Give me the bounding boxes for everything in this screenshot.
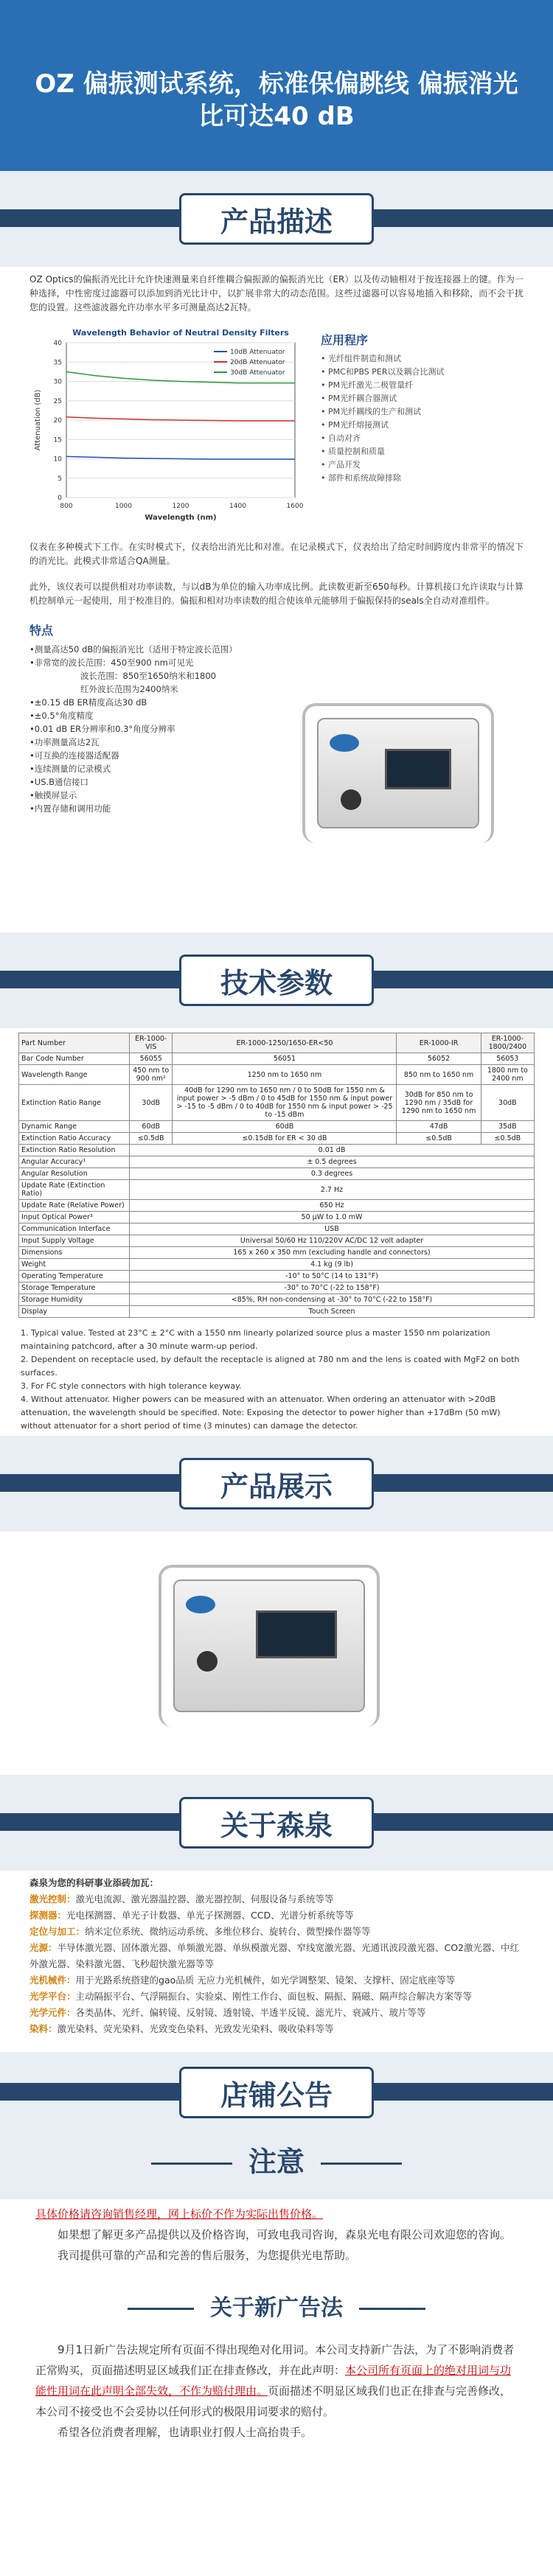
about-item-text: 纳米定位系统、微纳运动系统、多维位移台、旋转台、微型操作器等等 xyxy=(85,1926,371,1937)
about-item xyxy=(29,2021,524,2037)
about-intro: 森泉为您的科研事业添砖加瓦： xyxy=(29,1877,159,1888)
y-tick-label: 0 xyxy=(58,495,62,502)
y-tick-label: 5 xyxy=(58,475,62,483)
about-item-text: 激光染料、荧光染料、光致变色染料、光致发光染料、吸收染料等等 xyxy=(57,2023,334,2034)
y-tick-label: 10 xyxy=(53,455,62,464)
application-item: • PM光纤激光二极管量纤 xyxy=(321,379,524,392)
x-tick-label: 1200 xyxy=(172,503,189,510)
oz-logo xyxy=(330,734,359,752)
spec-cell: Storage Humidity xyxy=(19,1294,130,1306)
application-item: • 部件和系统故障排除 xyxy=(321,472,524,485)
about-item-text: 用于光路系统搭建的gao品质 无应力光机械件，如光学调整架、镜架、支撑杆、固定底座等等 xyxy=(75,1975,456,1986)
spec-row xyxy=(19,1294,535,1306)
section-header-about xyxy=(0,1775,553,1871)
section-header-desc xyxy=(0,171,553,267)
y-axis-label: Attenuation (dB) xyxy=(34,389,42,451)
spec-header-cell: ER-1000-VIS xyxy=(130,1033,173,1053)
spec-cell: 30dB xyxy=(130,1085,173,1121)
spec-row xyxy=(19,1271,535,1282)
spec-row xyxy=(19,1121,535,1133)
feature-item: •内置存储和调用功能 xyxy=(29,803,111,814)
spec-cell: Input Optical Power³ xyxy=(19,1212,130,1224)
spec-cell: 0.01 dB xyxy=(130,1145,535,1156)
about-item-text: 主动隔振平台、气浮隔振台、实验桌、刚性工作台、面包板、隔振、隔磁、隔声综合解决方案等等 xyxy=(75,1991,473,2002)
application-item: • 光纤组件制造和测试 xyxy=(321,352,524,366)
oz-logo xyxy=(186,1596,215,1613)
about-item xyxy=(29,1972,524,1989)
y-tick-label: 15 xyxy=(53,436,62,444)
spec-row xyxy=(19,1259,535,1271)
spec-cell: Storage Temperature xyxy=(19,1282,130,1294)
application-item: • PM光纤熔接测试 xyxy=(321,419,524,432)
spec-cell: ≤0.5dB xyxy=(130,1133,173,1145)
spec-row xyxy=(19,1145,535,1156)
spec-cell: 0.3 degrees xyxy=(130,1168,535,1180)
spec-row xyxy=(19,1235,535,1247)
spec-cell: ≤0.5dB xyxy=(481,1133,534,1145)
spec-cell: Extinction Ratio Resolution xyxy=(19,1145,130,1156)
section-header-notice xyxy=(0,2052,553,2199)
notice-paragraph-2: 我司提供可靠的产品和完善的售后服务，为您提供光电帮助。 xyxy=(58,2249,357,2262)
hero-banner xyxy=(0,0,553,171)
notice-content xyxy=(0,2199,553,2270)
spec-cell: Wavelength Range xyxy=(19,1065,130,1085)
about-item-text: 各类晶体、光纤、偏转镜、反射镜、透射镜、半透半反镜、滤光片、衰减片、玻片等等 xyxy=(75,2007,426,2018)
spec-cell: USB xyxy=(130,1224,535,1235)
about-item-tag: 染料： xyxy=(29,2023,58,2034)
legend-entry: 30dB Attenuator xyxy=(230,369,285,377)
device-port xyxy=(197,1651,218,1672)
legend-entry: 20dB Attenuator xyxy=(230,359,285,366)
x-tick-label: 800 xyxy=(60,503,73,510)
feature-item: •非常宽的波长范围：450至900 nm可见光 xyxy=(29,657,194,668)
spec-cell: 1250 nm to 1650 nm xyxy=(173,1065,397,1085)
spec-row xyxy=(19,1306,535,1318)
spec-cell: 56053 xyxy=(481,1053,534,1065)
hero-title: OZ 偏振测试系统，标准保偏跳线 偏振消光比可达40 dB xyxy=(35,69,518,131)
feature-item: 波长范围：850至1650纳米和1800 xyxy=(29,671,216,681)
spec-cell: -30° to 70°C (-22 to 158°F) xyxy=(130,1282,535,1294)
spec-table-body xyxy=(19,1053,535,1318)
spec-cell: 650 Hz xyxy=(130,1200,535,1212)
device-photo xyxy=(273,621,524,932)
feature-item: 红外波长范围为2400纳米 xyxy=(29,684,178,694)
about-item xyxy=(29,1989,524,2005)
notice-subtitle: 注意 xyxy=(0,2139,553,2179)
spec-row xyxy=(19,1212,535,1224)
spec-cell: -10° to 50°C (14 to 131°F) xyxy=(130,1271,535,1282)
chart-title: Wavelength Behavior of Neutral Density Filters xyxy=(72,328,289,338)
spec-cell: 850 nm to 1650 nm xyxy=(397,1065,481,1085)
about-item xyxy=(29,1940,524,1972)
spec-notes xyxy=(0,1324,553,1436)
spec-row xyxy=(19,1085,535,1121)
spec-cell: Operating Temperature xyxy=(19,1271,130,1282)
about-item-tag: 光机械件： xyxy=(29,1975,76,1986)
about-item-tag: 光源： xyxy=(29,1942,58,1953)
about-item-tag: 激光控制： xyxy=(29,1893,76,1905)
ad-law-title: 关于新广告法 xyxy=(0,2270,553,2335)
section-title-specs: 技术参数 xyxy=(179,954,374,1006)
spec-cell: 56051 xyxy=(173,1053,397,1065)
y-tick-label: 35 xyxy=(53,359,62,367)
spec-cell: Communication Interface xyxy=(19,1224,130,1235)
spec-cell: 1800 nm to 2400 nm xyxy=(481,1065,534,1085)
about-item xyxy=(29,1891,524,1907)
applications-list xyxy=(321,352,524,485)
ad-law-content xyxy=(0,2335,553,2447)
spec-cell: 35dB xyxy=(481,1121,534,1133)
spec-cell: ± 0.5 degrees xyxy=(130,1156,535,1168)
spec-cell: 47dB xyxy=(397,1121,481,1133)
spec-cell: 60dB xyxy=(173,1121,397,1133)
applications-title: 应用程序 xyxy=(321,333,369,347)
x-tick-label: 1400 xyxy=(229,503,246,510)
about-item-text: 激光电流源、激光器温控器、激光器控制、伺服设备与系统等等 xyxy=(75,1893,334,1905)
features-block xyxy=(0,614,553,932)
attenuation-chart xyxy=(29,324,306,531)
spec-cell: 2.7 Hz xyxy=(130,1180,535,1200)
desc-paragraph-3: 此外，该仪表可以提供相对功率读数，与以dB为单位的输入功率成比例。此读数更新至650每秒。计算机接口允许读取与计算机控制单元一起使用，用于校准目的。偏振和相对功率读数的组合使该单元能够用于偏振保持的seals全自动对准组件。 xyxy=(29,582,524,606)
spec-note: 4. Without attenuator. Higher powers can be measured with an attenuator. When ordering an attenuator with >20dB attenuation, the wavelength should be specified. Note: Exposing the detector to power higher than +17dBm (50 mW) without attenuator for a short period of time (3 minutes) can damage the detector. xyxy=(21,1395,501,1431)
applications xyxy=(321,324,524,531)
spec-cell: 450 nm to 900 nm² xyxy=(130,1065,173,1085)
spec-row xyxy=(19,1224,535,1235)
device-case xyxy=(173,1580,365,1712)
about-item-tag: 定位与加工： xyxy=(29,1926,86,1937)
spec-cell: 60dB xyxy=(130,1121,173,1133)
section-title-desc: 产品描述 xyxy=(179,193,374,245)
spec-cell: Extinction Ratio Range xyxy=(19,1085,130,1121)
spec-cell: Universal 50/60 Hz 110/220V AC/DC 12 volt adapter xyxy=(130,1235,535,1247)
about-item-text: 半导体激光器、固体激光器、单频激光器、单纵模激光器、窄线宽激光器、光通讯波段激光器、CO2激光器、中红外激光器、染料激光器、飞秒超快激光器等等 xyxy=(29,1942,520,1969)
feature-item: •触摸屏显示 xyxy=(29,790,77,800)
application-item: • 质量控制和质量 xyxy=(321,445,524,458)
spec-cell: Dimensions xyxy=(19,1247,130,1259)
spec-cell: Input Supply Voltage xyxy=(19,1235,130,1247)
spec-cell: 30dB xyxy=(481,1085,534,1121)
about-item-tag: 光学平台： xyxy=(29,1991,76,2002)
spec-cell: Update Rate (Relative Power) xyxy=(19,1200,130,1212)
spec-header-cell: ER-1000-1800/2400 xyxy=(481,1033,534,1053)
spec-row xyxy=(19,1053,535,1065)
device-screen xyxy=(256,1610,337,1658)
spec-cell: Touch Screen xyxy=(130,1306,535,1318)
spec-cell: 4.1 kg (9 lb) xyxy=(130,1259,535,1271)
spec-cell: 50 µW to 1.0 mW xyxy=(130,1212,535,1224)
spec-row xyxy=(19,1247,535,1259)
spec-cell: <85%, RH non-condensing at -30° to 70°C (-22 to 158°F) xyxy=(130,1294,535,1306)
spec-note: 3. For FC style connectors with high tolerance keyway. xyxy=(21,1381,242,1391)
spec-cell: 56052 xyxy=(397,1053,481,1065)
spec-cell: Bar Code Number xyxy=(19,1053,130,1065)
feature-item: •可互换的连接器适配器 xyxy=(29,750,119,761)
x-tick-label: 1600 xyxy=(286,503,304,510)
spec-cell: Angular Accuracy¹ xyxy=(19,1156,130,1168)
x-tick-label: 1000 xyxy=(115,503,132,510)
spec-row xyxy=(19,1133,535,1145)
product-image xyxy=(144,1557,409,1749)
spec-row xyxy=(19,1282,535,1294)
application-item: • PM光纤耦合器测试 xyxy=(321,392,524,405)
spec-cell: Weight xyxy=(19,1259,130,1271)
chart-svg xyxy=(29,324,306,531)
feature-item: •功率测量高达2瓦 xyxy=(29,737,100,747)
about-item-tag: 光学元件： xyxy=(29,2007,76,2018)
y-tick-label: 40 xyxy=(53,340,62,347)
spec-header-cell: ER-1000-1250/1650-ER<50 xyxy=(173,1033,397,1053)
device-screen xyxy=(385,749,451,789)
spec-header-cell: Part Number xyxy=(19,1033,130,1053)
spec-cell: ≤0.5dB xyxy=(397,1133,481,1145)
spec-row xyxy=(19,1168,535,1180)
y-tick-label: 20 xyxy=(53,417,62,425)
spec-cell: Extinction Ratio Accuracy xyxy=(19,1133,130,1145)
spec-row xyxy=(19,1065,535,1085)
spec-cell: Angular Resolution xyxy=(19,1168,130,1180)
section-title-show: 产品展示 xyxy=(179,1458,374,1509)
product-show-photo xyxy=(0,1532,553,1775)
spec-cell: Update Rate (Extinction Ratio) xyxy=(19,1180,130,1200)
spec-row xyxy=(19,1200,535,1212)
feature-item: •US.B通信接口 xyxy=(29,777,89,787)
about-item xyxy=(29,1907,524,1924)
about-content xyxy=(0,1871,553,2042)
spec-table-header xyxy=(19,1033,535,1053)
spec-cell: 56055 xyxy=(130,1053,173,1065)
x-axis-label: Wavelength (nm) xyxy=(145,514,217,522)
spec-cell: Dynamic Range xyxy=(19,1121,130,1133)
feature-item: •测量高达50 dB的偏振消光比（适用于特定波长范围） xyxy=(29,644,237,655)
spec-table xyxy=(18,1033,535,1318)
legend-entry: 10dB Attenuator xyxy=(230,349,285,356)
chart-row xyxy=(0,321,553,534)
application-item: • 自动对齐 xyxy=(321,432,524,445)
y-tick-label: 30 xyxy=(53,378,62,386)
spec-header-cell: ER-1000-IR xyxy=(397,1033,481,1053)
spec-cell: ≤0.15dB for ER < 30 dB xyxy=(173,1133,397,1145)
application-item: • 产品开发 xyxy=(321,458,524,472)
features-title: 特点 xyxy=(29,624,54,638)
spec-cell: 30dB for 850 nm to 1290 nm / 35dB for 1290 nm to 1650 nm xyxy=(397,1085,481,1121)
features-list xyxy=(29,643,273,815)
application-item: • PMC和PBS PER以及耦合比测试 xyxy=(321,366,524,379)
device-port xyxy=(341,789,361,810)
about-item xyxy=(29,1924,524,1940)
section-header-show xyxy=(0,1436,553,1532)
about-item xyxy=(29,2005,524,2021)
ad-law-paragraph-1: 9月1日新广告法规定所有页面不得出现绝对化用词。本公司支持新广告法，为了不影响消费者正常购买，页面描述明显区域我们正在排查修改，并在此声明：本公司所有页面上的绝对用词与功能性用词在此声明全部失效，不作为赔付理由。页面描述不明显区域我们也正在排查与完善修改，本公司不接受也不会妥协以任何形式的极限用词要求的赔付。 xyxy=(35,2343,515,2418)
device-case xyxy=(317,718,479,828)
section-title-notice: 店铺公告 xyxy=(179,2067,374,2118)
feature-item: •连续测量的记录模式 xyxy=(29,764,111,774)
spec-row xyxy=(19,1156,535,1168)
notice-price-warning: 具体价格请咨询销售经理，网上标价不作为实际出售价格。 xyxy=(35,2207,324,2221)
feature-item: •0.01 dB ER分辨率和0.3°角度分辨率 xyxy=(29,724,175,734)
features-list-wrap xyxy=(29,621,273,932)
section-header-specs xyxy=(0,932,553,1028)
spec-cell: 165 x 260 x 350 mm (excluding handle and connectors) xyxy=(130,1247,535,1259)
spec-note: 2. Dependent on receptacle used, by default the receptacle is aligned at 780 nm and the lens is coated with MgF2 on both surfaces. xyxy=(21,1355,520,1378)
spec-row xyxy=(19,1180,535,1200)
ad-law-paragraph-2: 希望各位消费者理解，也请职业打假人士高抬贵手。 xyxy=(58,2426,313,2439)
ad-law-disclaimer: 本公司所有页面上的绝对用词与功能性用词在此声明全部失效，不作为赔付理由。 xyxy=(35,2364,512,2398)
feature-item: •±0.5°角度精度 xyxy=(29,711,94,721)
section-title-about: 关于森泉 xyxy=(179,1797,374,1849)
notice-paragraph-1: 如果想了解更多产品提供以及价格咨询，可致电我司咨询，森泉光电有限公司欢迎您的咨询。 xyxy=(58,2228,512,2241)
about-item-text: 光电探测器、单光子计数器、单光子探测器、CCD、光谱分析系统等等 xyxy=(66,1910,354,1921)
about-item-tag: 探测器： xyxy=(29,1910,67,1921)
desc-paragraph-1: OZ Optics的偏振消光比计允许快速测量来自纤维耦合偏振源的偏振消光比（ER）以及传动轴相对于按连接器上的键。作为一种选择，中性密度过滤器可以添加到消光比计中，以扩展非常大的动态范围。这些过滤器可以容易地插入和移除，而不会干扰您的设置。这些滤波器允许功率水平多可测量高达2瓦特。 xyxy=(29,274,524,313)
spec-note: 1. Typical value. Tested at 23°C ± 2°C with a 1550 nm linearly polarized source plus a master 1550 nm polarization maintaining patchcord, after a 30 minute warm-up period. xyxy=(21,1328,490,1351)
feature-item: •±0.15 dB ER精度高达30 dB xyxy=(29,697,147,708)
y-tick-label: 25 xyxy=(53,397,62,405)
meter-device-image xyxy=(288,696,509,858)
desc-paragraph-2: 仪表在多种模式下工作。在实时模式下，仪表给出消光比和对准。在记录模式下，仪表给出了给定时间跨度内非常平的情况下的消光比。此模式非常适合QA测量。 xyxy=(29,542,524,566)
spec-cell: Display xyxy=(19,1306,130,1318)
application-item: • PM光纤耦线的生产和测试 xyxy=(321,405,524,419)
spec-cell: 40dB for 1290 nm to 1650 nm / 0 to 50dB for 1550 nm & input power > -5 dBm / 0 to 45dB for 1550 nm & input power > -15 to -5 dBm / 0 to 40dB for 1550 nm & input power > -25 to -15 dBm xyxy=(173,1085,397,1121)
